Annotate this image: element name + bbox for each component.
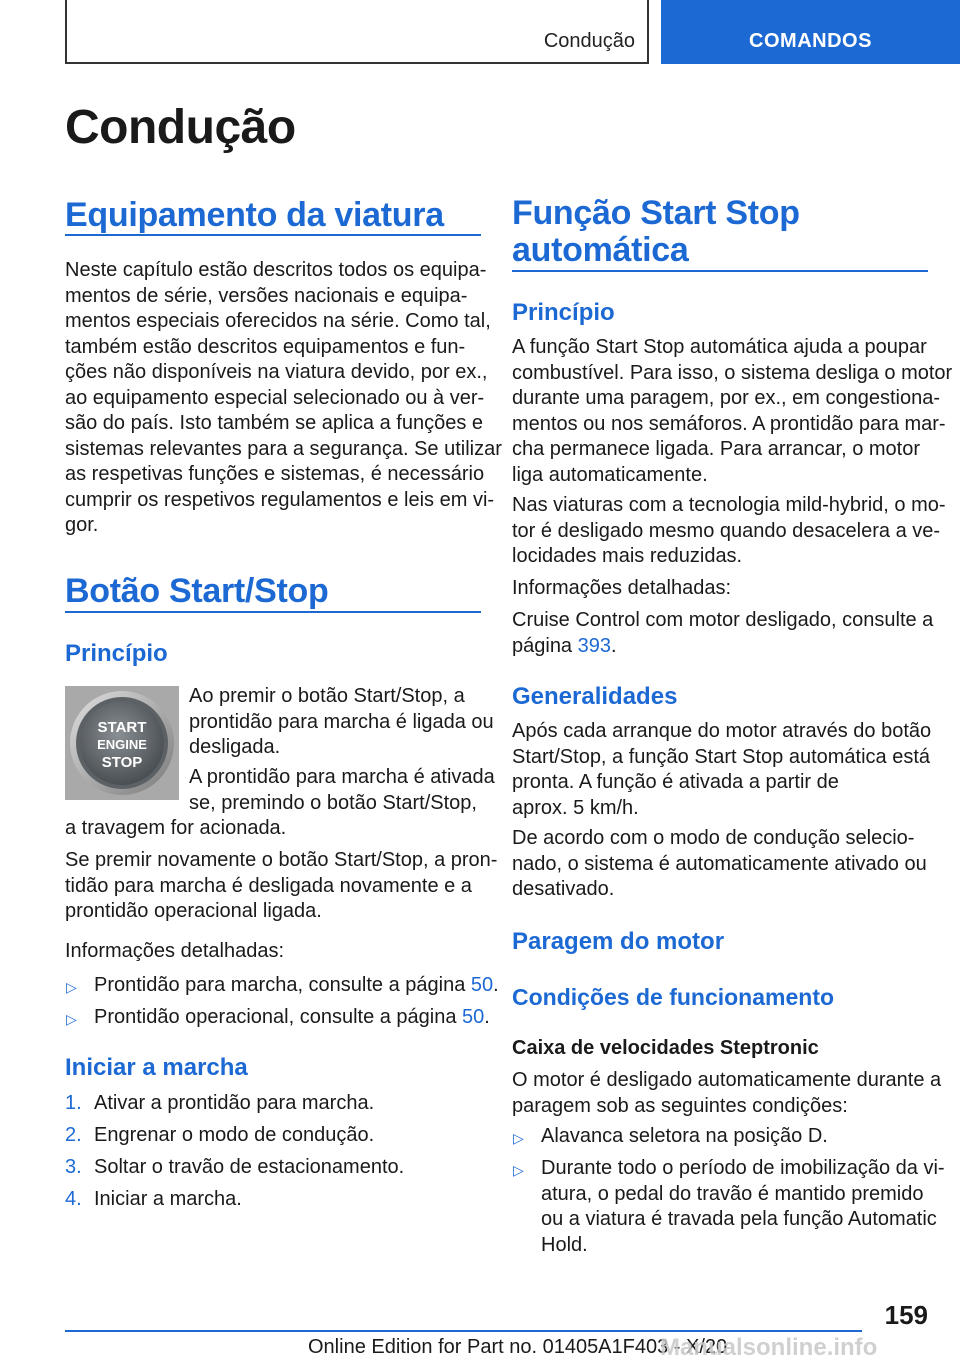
header-chapter-tab bbox=[661, 0, 960, 64]
list-item: Hold. bbox=[541, 1233, 588, 1256]
start-driving-heading: Iniciar a marcha bbox=[65, 1054, 248, 1081]
text-line: Após cada arranque do motor através do botão bbox=[512, 720, 932, 742]
right-details-label: Informações detalhadas: bbox=[512, 577, 732, 599]
step-number: 2. bbox=[65, 1124, 82, 1146]
text-line: as respetivas funções e sistemas, é necessário bbox=[65, 463, 485, 485]
triangle-bullet-icon: ▷ bbox=[513, 1130, 524, 1146]
text-line: são do país. Isto também se aplica a funções e bbox=[65, 412, 484, 434]
step-number: 1. bbox=[65, 1092, 82, 1114]
conditions-heading: Condições de funcionamento bbox=[512, 984, 835, 1010]
text-line: ções não disponíveis na viatura devido, por ex., bbox=[65, 361, 488, 383]
text-line: página bbox=[512, 634, 578, 657]
triangle-bullet-icon: ▷ bbox=[66, 1011, 77, 1027]
button-label-stop: STOP bbox=[101, 754, 143, 771]
start-stop-button-image bbox=[65, 686, 179, 800]
text-line: paragem sob as seguintes condições: bbox=[512, 1094, 848, 1117]
text-line: desligada. bbox=[189, 736, 281, 758]
text-line: De acordo com o modo de condução selecio- bbox=[512, 827, 915, 849]
cruise-control-line: Cruise Control com motor desligado, consulte a bbox=[512, 609, 934, 631]
cruise-control-ref bbox=[512, 634, 617, 660]
text-line: Nas viaturas com a tecnologia mild-hybrid, o mo- bbox=[512, 494, 946, 516]
page-link[interactable]: 393 bbox=[577, 634, 611, 657]
equipment-heading-rule bbox=[65, 234, 481, 236]
text-line: Start/Stop, a função Start Stop automática está bbox=[512, 745, 931, 768]
text-line: liga automaticamente. bbox=[512, 463, 708, 486]
page-title: Condução bbox=[65, 101, 296, 154]
text-line: mentos de série, versões nacionais e equipa- bbox=[65, 284, 468, 307]
triangle-bullet-icon: ▷ bbox=[66, 979, 77, 995]
step-text: Ativar a prontidão para marcha. bbox=[94, 1092, 375, 1114]
text-line: nado, o sistema é automaticamente ativado ou bbox=[512, 852, 927, 875]
text-line: Neste capítulo estão descritos todos os equipa- bbox=[65, 259, 487, 281]
header-section-title: Condução bbox=[543, 30, 635, 52]
principle-heading: Princípio bbox=[65, 640, 168, 667]
right-principle-heading: Princípio bbox=[512, 299, 615, 326]
button-label-engine: ENGINE bbox=[97, 737, 147, 752]
text-line: O motor é desligado automaticamente durante a bbox=[512, 1069, 942, 1091]
start-stop-heading-rule bbox=[65, 611, 481, 613]
list-item: ou a viatura é travada pela função Automatic bbox=[541, 1208, 937, 1230]
text-line: gor. bbox=[65, 514, 99, 536]
text-line: prontidão operacional ligada. bbox=[65, 900, 322, 922]
text-line: Se premir novamente o botão Start/Stop, a pron- bbox=[65, 849, 498, 871]
header-section-tab bbox=[65, 0, 649, 64]
step-number: 4. bbox=[65, 1188, 82, 1210]
text-line: durante uma paragem, por ex., em congestiona- bbox=[512, 387, 941, 409]
page-number: 159 bbox=[884, 1300, 928, 1330]
text-line: também estão descritos equipamentos e fun- bbox=[65, 335, 466, 358]
text-line: cumprir os respetivos regulamentos e leis em vi- bbox=[65, 488, 495, 511]
text-line: desativado. bbox=[512, 878, 615, 900]
text-line: . bbox=[611, 634, 617, 657]
list-item: Alavanca seletora na posição D. bbox=[541, 1125, 828, 1147]
step-text: Iniciar a marcha. bbox=[94, 1188, 242, 1210]
text-line: a travagem for acionada. bbox=[65, 817, 287, 839]
edition-note: Online Edition for Part no. 01405A1F403 - X/20 bbox=[308, 1336, 728, 1358]
general-heading: Generalidades bbox=[512, 683, 678, 710]
text-line: mentos ou nos semáforos. A prontidão para mar- bbox=[512, 412, 946, 435]
step-text: Engrenar o modo de condução. bbox=[94, 1124, 375, 1146]
text-line: A função Start Stop automática ajuda a poupar bbox=[512, 336, 927, 358]
text-line: Ao premir o botão Start/Stop, a bbox=[189, 685, 465, 707]
button-label-start: START bbox=[97, 719, 147, 736]
text-line: se, premindo o botão Start/Stop, bbox=[189, 791, 477, 814]
list-item: Prontidão operacional, consulte a página 50. bbox=[94, 1006, 490, 1028]
text-line: sistemas relevantes para a segurança. Se utilizar bbox=[65, 437, 502, 460]
list-item: atura, o pedal do travão é mantido premido bbox=[541, 1182, 924, 1205]
steptronic-heading: Caixa de velocidades Steptronic bbox=[512, 1037, 819, 1059]
footer-rule bbox=[65, 1330, 862, 1332]
text-line: locidades mais reduzidas. bbox=[512, 545, 743, 567]
engine-stop-heading: Paragem do motor bbox=[512, 928, 725, 955]
start-engine-stop-icon bbox=[65, 686, 179, 800]
auto-start-stop-heading-line1: Função Start Stop bbox=[512, 194, 800, 232]
page-link[interactable]: 50 bbox=[462, 1006, 485, 1028]
text-line: ao equipamento especial selecionado ou à ver- bbox=[65, 386, 485, 409]
text-line: tor é desligado mesmo quando desacelera a ve- bbox=[512, 519, 941, 542]
list-item-text: Prontidão operacional, consulte a página bbox=[94, 1006, 463, 1028]
text-line: pronta. A função é ativada a partir de bbox=[512, 771, 839, 793]
equipment-heading: Equipamento da viatura bbox=[65, 196, 444, 234]
text-line: A prontidão para marcha é ativada bbox=[189, 766, 495, 788]
triangle-bullet-icon: ▷ bbox=[513, 1162, 524, 1178]
auto-start-stop-heading-rule bbox=[512, 270, 928, 272]
page-link[interactable]: 50 bbox=[470, 974, 494, 996]
header-chapter-title: COMANDOS bbox=[749, 30, 872, 52]
auto-start-stop-heading-line2: automática bbox=[512, 231, 689, 269]
text-line: combustível. Para isso, o sistema desliga o motor bbox=[512, 361, 953, 384]
start-stop-button-heading: Botão Start/Stop bbox=[65, 572, 329, 610]
text-line: tidão para marcha é desligada novamente e a bbox=[65, 874, 472, 897]
list-item-text: Prontidão para marcha, consulte a página bbox=[94, 974, 471, 996]
text-line: mentos especiais oferecidos na série. Como tal, bbox=[65, 310, 491, 332]
list-item: Durante todo o período de imobilização da vi- bbox=[541, 1157, 945, 1179]
text-line: prontidão para marcha é ligada ou bbox=[189, 710, 494, 733]
watermark: Manualsonline.info bbox=[660, 1334, 878, 1361]
text-line: cha permanece ligada. Para arrancar, o motor bbox=[512, 438, 920, 460]
step-number: 3. bbox=[65, 1156, 82, 1178]
text-line: aprox. 5 km/h. bbox=[512, 796, 639, 819]
list-item: Prontidão para marcha, consulte a página 50. bbox=[94, 974, 499, 996]
details-label: Informações detalhadas: bbox=[65, 940, 285, 962]
step-text: Soltar o travão de estacionamento. bbox=[94, 1156, 405, 1178]
